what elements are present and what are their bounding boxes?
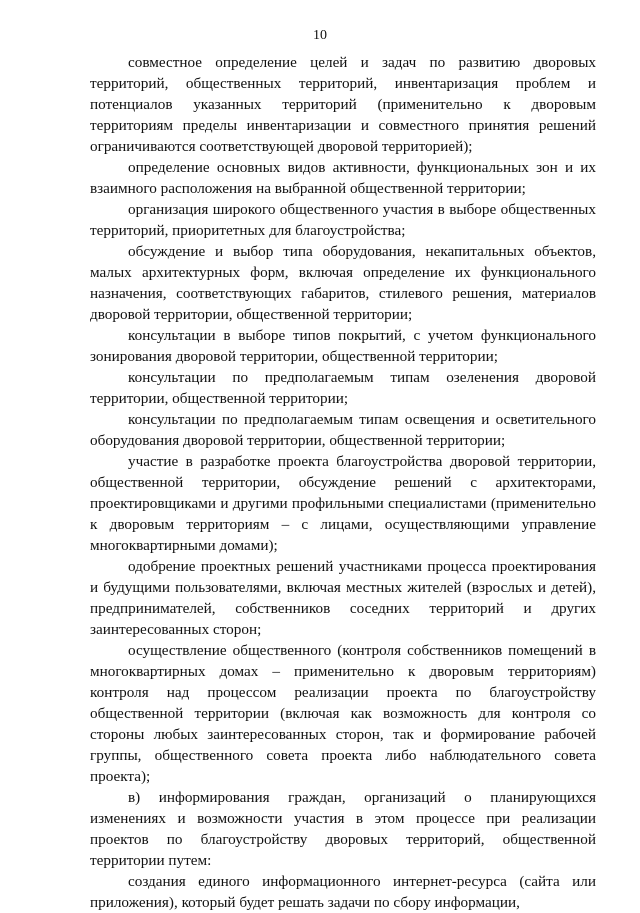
paragraph: консультации в выборе типов покрытий, с учетом функционального зонирования дворовой территории, общественной территории; xyxy=(90,327,596,365)
paragraph: консультации по предполагаемым типам освещения и осветительного оборудования дворовой территории, общественной территории; xyxy=(90,411,596,449)
document-body xyxy=(90,52,596,913)
page-number: 10 xyxy=(313,28,327,43)
paragraph: консультации по предполагаемым типам озеленения дворовой территории, общественной территории; xyxy=(90,369,596,407)
paragraph: организация широкого общественного участия в выборе общественных территорий, приоритетных для благоустройства; xyxy=(90,201,596,239)
paragraph: обсуждение и выбор типа оборудования, некапитальных объектов, малых архитектурных форм, включая определение их функционального назначения, соответствующих габаритов, стилевого решения, материалов дворовой территории, общественной территории; xyxy=(90,243,596,323)
paragraph: создания единого информационного интернет-ресурса (сайта или приложения), который будет решать задачи по сбору информации, xyxy=(90,873,596,911)
paragraph: участие в разработке проекта благоустройства дворовой территории, общественной территории, обсуждение решений с архитекторами, проектировщиками и другими профильными специалистами (применительно к дворовым территориям – с лицами, осуществляющими управление многоквартирными домами); xyxy=(90,453,596,554)
paragraph: совместное определение целей и задач по развитию дворовых территорий, общественных территорий, инвентаризация проблем и потенциалов указанных территорий (применительно к дворовым территориям пределы инвентаризации и совместного принятия решений ограничиваются соответствующей дворовой территорией); xyxy=(90,54,596,155)
paragraph: определение основных видов активности, функциональных зон и их взаимного расположения на выбранной общественной территории; xyxy=(90,159,596,197)
paragraph: одобрение проектных решений участниками процесса проектирования и будущими пользователями, включая местных жителей (взрослых и детей), предпринимателей, собственников соседних территорий и других заинтересованных сторон; xyxy=(90,558,596,638)
paragraph: осуществление общественного (контроля собственников помещений в многоквартирных домах – применительно к дворовым территориям) контроля над процессом реализации проекта по благоустройству общественной территории (включая как возможность для контроля со стороны любых заинтересованных сторон, так и формирование рабочей группы, общественного совета проекта либо наблюдательного совета проекта); xyxy=(90,642,596,785)
paragraph: в) информирования граждан, организаций о планирующихся изменениях и возможности участия в этом процессе при реализации проектов по благоустройству дворовых территорий, общественной территории путем: xyxy=(90,789,596,869)
